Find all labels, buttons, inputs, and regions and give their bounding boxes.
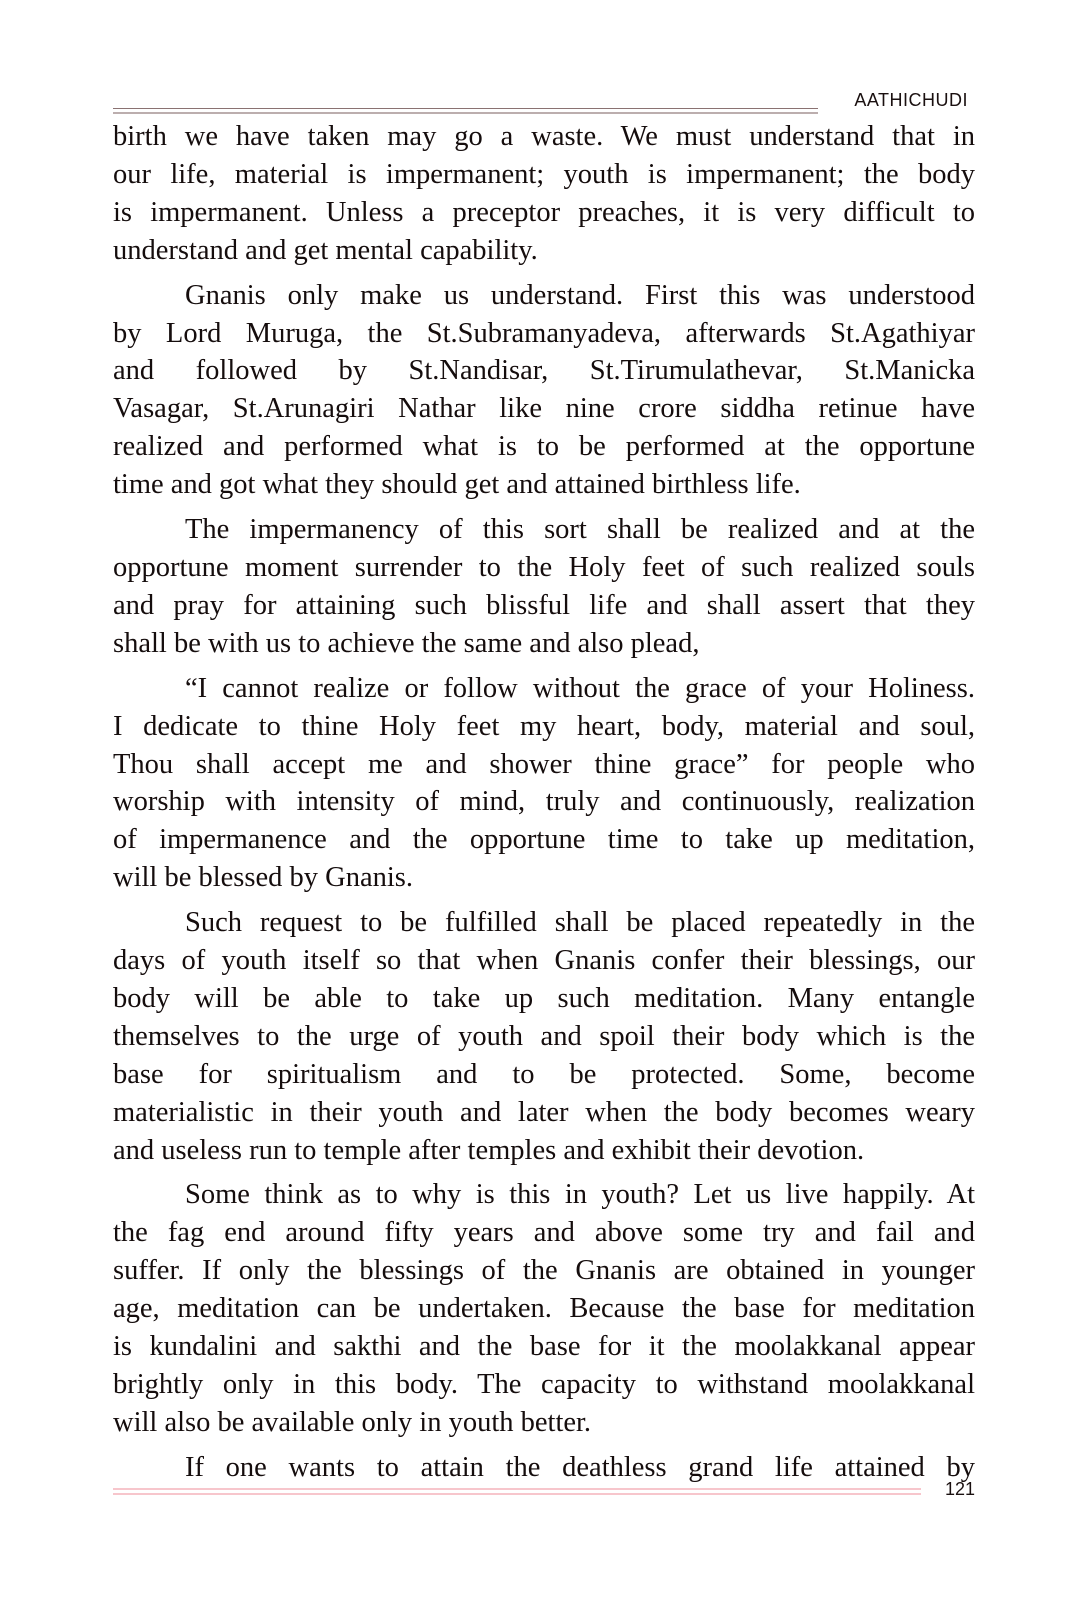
text-line: “I cannot realize or follow without the grace of your Holiness. (185, 672, 975, 704)
text-line: Vasagar, St.Arunagiri Nathar like nine crore siddha retinue have (113, 393, 975, 425)
text-line: body will be able to take up such meditation. Many entangle (113, 982, 975, 1014)
text-line: If one wants to attain the deathless grand life attained by (185, 1451, 975, 1483)
text-line: Gnanis only make us understand. First this was understood (185, 279, 975, 311)
header-rule (113, 112, 818, 114)
text-line: brightly only in this body. The capacity to withstand moolakkanal (113, 1369, 975, 1400)
text-line: birth we have taken may go a waste. We must understand that in (113, 121, 975, 152)
text-line: our life, material is impermanent; youth is impermanent; the body (113, 158, 975, 190)
paragraph (113, 277, 975, 504)
text-line: realized and performed what is to be performed at the opportune (113, 431, 975, 463)
text-line: days of youth itself so that when Gnanis confer their blessings, our (113, 945, 975, 977)
text-line: shall be with us to achieve the same and also plead, (113, 627, 700, 659)
paragraph (113, 1176, 975, 1441)
text-line: Some think as to why is this in youth? Let us live happily. At (185, 1179, 975, 1211)
text-line: materialistic in their youth and later when the body becomes weary (113, 1096, 975, 1128)
text-line: opportune moment surrender to the Holy feet of such realized souls (113, 551, 975, 583)
header-rule (113, 108, 818, 109)
text-line: Such request to be fulfilled shall be placed repeatedly in the (185, 907, 975, 939)
text-line: and pray for attaining such blissful life and shall assert that they (113, 589, 975, 621)
text-line: I dedicate to thine Holy feet my heart, body, material and soul, (113, 710, 975, 742)
text-line: will be blessed by Gnanis. (113, 862, 414, 894)
paragraph (113, 511, 975, 663)
text-line: worship with intensity of mind, truly and continuously, realization (113, 786, 975, 818)
footer-rule (113, 1493, 921, 1495)
text-line: suffer. If only the blessings of the Gnanis are obtained in younger (113, 1255, 975, 1287)
paragraph (113, 670, 975, 897)
text-line: age, meditation can be undertaken. Because the base for meditation (113, 1293, 975, 1325)
text-line: base for spiritualism and to be protected. Some, become (113, 1058, 975, 1090)
paragraph (113, 118, 975, 270)
text-line: by Lord Muruga, the St.Subramanyadeva, afterwards St.Agathiyar (113, 317, 975, 349)
running-header (113, 88, 968, 118)
footer-rule (113, 1488, 921, 1490)
text-line: understand and get mental capability. (113, 234, 538, 266)
text-line: is impermanent. Unless a preceptor preaches, it is very difficult to (113, 196, 975, 228)
page-number: 121 (944, 1479, 975, 1499)
text-line: and followed by St.Nandisar, St.Tirumulathevar, St.Manicka (113, 355, 975, 387)
text-line: will also be available only in youth better. (113, 1406, 592, 1438)
text-line: the fag end around fifty years and above some try and fail and (113, 1217, 975, 1249)
text-line: of impermanence and the opportune time to take up meditation, (113, 824, 975, 856)
text-line: themselves to the urge of youth and spoil their body which is the (113, 1020, 975, 1052)
running-footer (113, 1478, 975, 1508)
text-line: time and got what they should get and attained birthless life. (113, 469, 801, 501)
text-line: and useless run to temple after temples and exhibit their devotion. (113, 1134, 865, 1166)
text-line: Thou shall accept me and shower thine grace” for people who (113, 748, 975, 780)
text-line: The impermanency of this sort shall be realized and at the (185, 514, 975, 546)
running-title: AATHICHUDI (854, 90, 968, 110)
paragraph (113, 904, 975, 1169)
text-line: is kundalini and sakthi and the base for it the moolakkanal appear (113, 1331, 975, 1363)
body-text (113, 118, 975, 1494)
